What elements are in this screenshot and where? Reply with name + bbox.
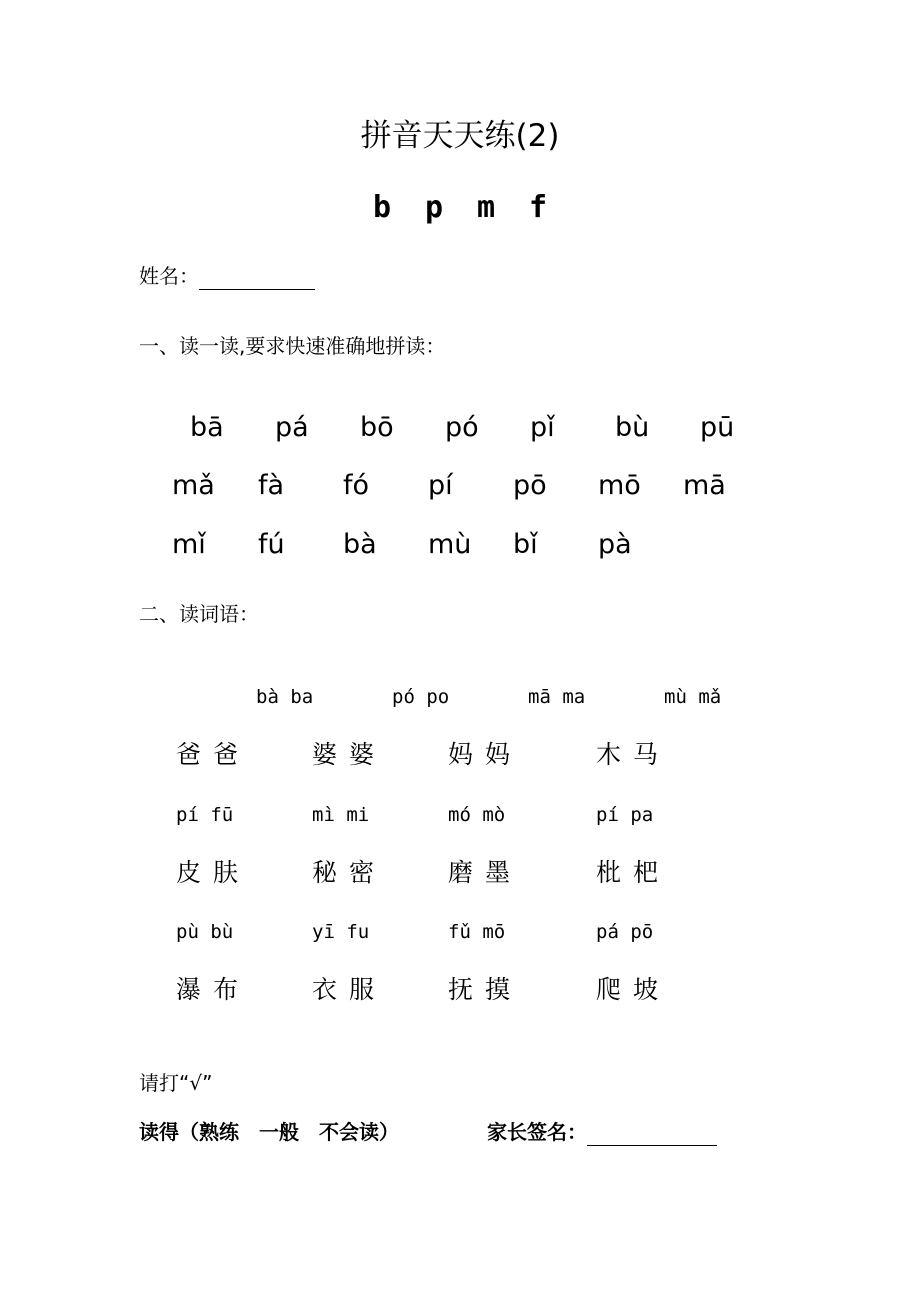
syllable: pǐ — [530, 412, 555, 443]
syllable: mā — [683, 470, 726, 501]
word-pinyin: pó po — [392, 686, 450, 708]
initial-letter: m — [476, 190, 496, 225]
syllable: pà — [598, 529, 632, 560]
syllable: pō — [513, 470, 547, 501]
syllable: mǐ — [172, 529, 206, 560]
syllable: fà — [258, 470, 285, 501]
word-pinyin: pù bù — [176, 921, 234, 943]
word-pinyin: bà ba — [256, 686, 314, 708]
syllable-row-1 — [0, 408, 920, 448]
word-hanzi: 衣服 — [312, 975, 387, 1004]
word-pinyin: mù mǎ — [664, 686, 722, 708]
word-pinyin: mó mò — [448, 804, 506, 826]
word-pinyin: pí fū — [176, 804, 234, 826]
syllable: bǐ — [513, 529, 538, 560]
word-hanzi: 枇杷 — [596, 858, 671, 887]
word-hanzi: 瀑布 — [176, 975, 251, 1004]
word-pinyin: mā ma — [528, 686, 586, 708]
word-hanzi: 婆婆 — [312, 740, 387, 769]
syllable: fó — [343, 470, 370, 501]
word-pinyin: pá pō — [596, 921, 654, 943]
name-blank[interactable] — [199, 267, 315, 290]
initial-letter: p — [424, 190, 444, 225]
syllable: pá — [275, 412, 309, 443]
word-hanzi: 秘密 — [312, 858, 387, 887]
word-pinyin: mì mi — [312, 804, 370, 826]
word-hanzi: 抚摸 — [448, 975, 523, 1004]
word-pinyin: fǔ mō — [448, 921, 506, 943]
word-pinyin: pí pa — [596, 804, 654, 826]
word-hanzi: 爸爸 — [176, 740, 251, 769]
syllable: fú — [258, 529, 285, 560]
section2-heading: 二、读词语： — [139, 602, 259, 626]
word-pinyin: yī fu — [312, 921, 370, 943]
syllable: mǎ — [172, 470, 215, 501]
name-row — [139, 262, 315, 290]
syllable: pū — [700, 412, 735, 443]
word-hanzi: 爬坡 — [596, 975, 671, 1004]
section1-heading: 一、读一读,要求快速准确地拼读： — [139, 334, 446, 358]
syllable: bā — [190, 412, 224, 443]
word-hanzi: 磨墨 — [448, 858, 523, 887]
name-label: 姓名： — [139, 264, 199, 288]
syllable: mù — [428, 529, 472, 560]
word-hanzi: 木马 — [596, 740, 671, 769]
syllable: bō — [360, 412, 394, 443]
syllable: mō — [598, 470, 641, 501]
syllable: bà — [343, 529, 377, 560]
initial-letter: f — [528, 190, 548, 225]
initial-letter: b — [372, 190, 392, 225]
initials-heading — [0, 186, 920, 230]
parent-sign-blank[interactable] — [587, 1123, 717, 1146]
parent-signature-row — [487, 1118, 717, 1146]
syllable-row-3 — [0, 525, 920, 565]
page-title: 拼音天天练(2) — [360, 118, 560, 154]
word-hanzi: 皮肤 — [176, 858, 251, 887]
syllable-row-2 — [0, 466, 920, 506]
syllable: pí — [428, 470, 453, 501]
syllable: bù — [615, 412, 650, 443]
syllable: pó — [445, 412, 479, 443]
reading-rating: 读得（熟练 一般 不会读） — [139, 1120, 399, 1144]
parent-sign-label: 家长签名： — [487, 1120, 587, 1144]
word-hanzi: 妈妈 — [448, 740, 523, 769]
check-instruction: 请打“√” — [139, 1071, 213, 1095]
